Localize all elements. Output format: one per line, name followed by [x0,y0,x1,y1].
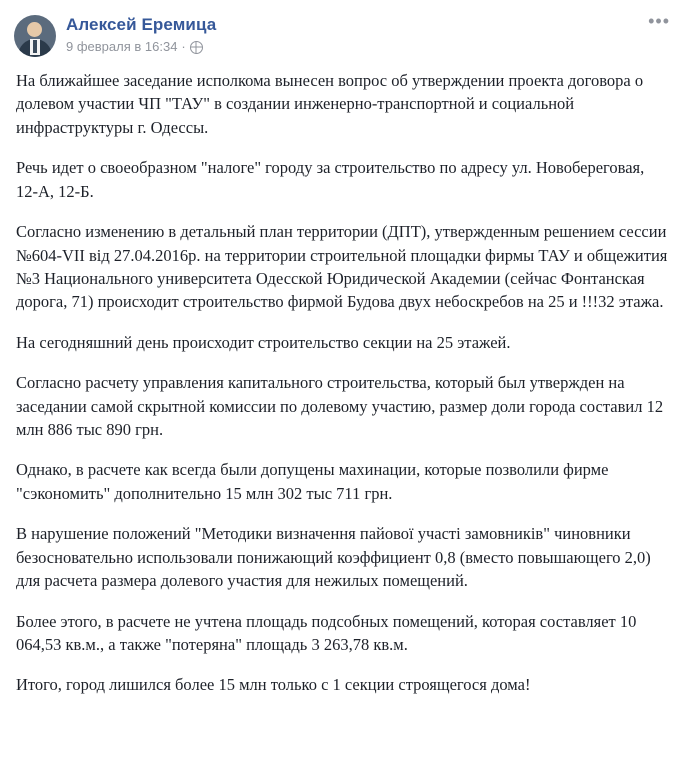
author-name[interactable]: Алексей Еремица [66,15,217,34]
post-paragraph: Итого, город лишился более 15 млн только с 1 секции строящегося дома! [16,675,531,695]
post-paragraph: Речь идет о своеобразном "налоге" городу за строительство по адресу ул. Новобереговая, 12-А, 12-Б. [16,158,645,201]
post-meta [66,39,216,55]
post-body [0,63,686,697]
globe-icon [190,41,203,54]
post-paragraph: Согласно изменению в детальный план территории (ДПТ), утвержденным решением сессии №604-VII від 27.04.2016р. на территории строительной площадки фирмы ТАУ и общежития №3 Национального университета Одесской Юридической Академии (сейчас Фонтанская дорога, 71) происходит строительство фирмой Будова двух небоскребов на 25 и !!!32 этажа. [16,222,668,312]
meta-separator: · [181,39,186,55]
post-paragraph: Более этого, в расчете не учтена площадь подсобных помещений, которая составляет 10 064,53 кв.м., а также "потеряна" площадь 3 263,78 кв.м. [16,611,637,655]
post-paragraph: На ближайшее заседание исполкома вынесен вопрос об утверждении проекта договора о долевом участии ЧП "ТАУ" в создании инженерно-транспортной и социальной инфраструктуры г. Одессы. [16,71,644,137]
more-options-button[interactable]: ••• [648,11,670,31]
post-header-text [66,14,216,55]
avatar-tie [33,40,37,53]
post-paragraph: В нарушение положений "Методики визначення пайової участі замовників" чиновники безосновательно использовали понижающий коэффициент 0,8 (вместо повышающего 2,0) для расчета размера долевого участия для нежилых помещений. [16,524,651,591]
avatar[interactable] [14,15,56,57]
post-paragraph: Однако, в расчете как всегда были допущены махинации, которые позволили фирме "сэкономить" дополнительно 15 млн 302 тыс 711 грн. [16,460,609,503]
post-timestamp[interactable]: 9 февраля в 16:34 [66,39,178,55]
avatar-head [27,22,42,37]
post-paragraph: На сегодняшний день происходит строительство секции на 25 этажей. [16,332,511,352]
post-paragraph: Согласно расчету управления капитального строительства, который был утвержден на заседании самой скрытной комиссии по долевому участию, размер доли города составил 12 млн 886 тыс 890 грн. [16,373,664,440]
post-header [0,0,686,63]
